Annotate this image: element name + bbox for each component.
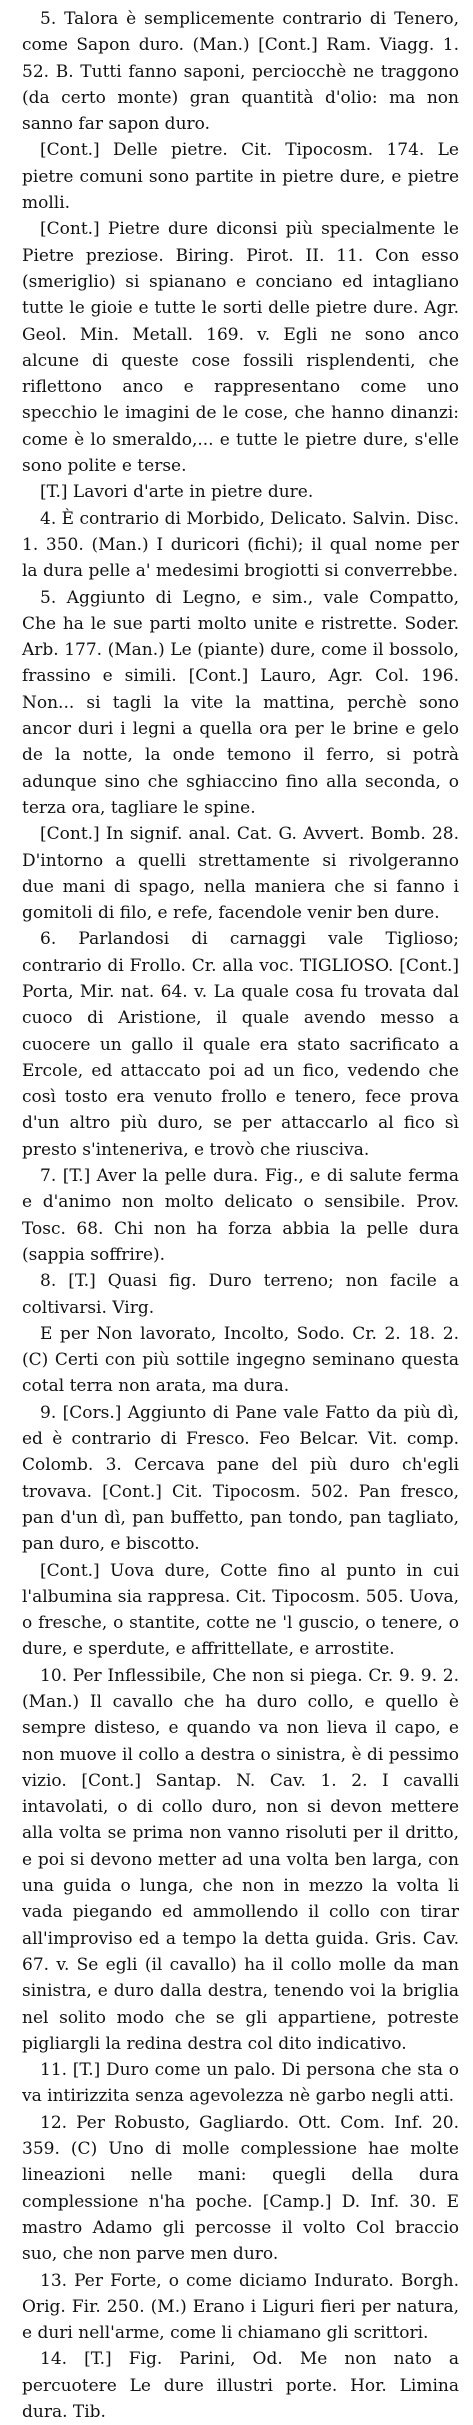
entry-sense-8: 8. [T.] Quasi fig. Duro terreno; non facile a coltivarsi. Virg.	[22, 1271, 459, 1318]
entry-sense-5-wood: 5. Aggiunto di Legno, e sim., vale Compatto, Che ha le sue parti molto unite e ristrette. Soder. Arb. 177. (Man.) Le (piante) dure, come il bossolo, frassino e simili. [Cont.] Lauro, Agr. Col. 196. Non... si tagli la vite la mattina, perchè sono ancor duri i legni a quella ora per le brine e gelo de la notte, la onde temono il ferro, si potrà adunque sino che sghiaccino fino alla seconda, o terza ora, tagliare le spine.	[22, 587, 459, 818]
entry-hard-stones: [Cont.] Pietre dure diconsi più specialmente le Pietre preziose. Biring. Pirot. II. 11. Con esso (smeriglio) si spianano e conciano ed intagliano tutte le gioie e tutte le sorti delle pietre dure. Agr. Geol. Min. Metall. 169. v. Egli ne sono anco alcune di queste cose fossili risplendenti, che riflettono anco e rappresentano come uno specchio le imagini de le cose, che hanno dinanzi: come è lo smeraldo,... e tutte le pietre dure, s'elle sono polite e terse.	[22, 219, 459, 477]
entry-analogous-sense: [Cont.] In signif. anal. Cat. G. Avvert. Bomb. 28. D'intorno a quelli strettamente si rivolgeranno due mani di spago, nella maniera che si fanno i gomitoli di filo, e refe, facendole venir ben dure.	[22, 824, 459, 924]
entry-sense-11: 11. [T.] Duro come un palo. Di persona che sta o va intirizzita senza agevolezza nè garbo negli atti.	[22, 2060, 459, 2107]
entry-sense-7: 7. [T.] Aver la pelle dura. Fig., e di salute ferma e d'animo non molto delicato o sensibile. Prov. Tosc. 68. Chi non ha forza abbia la pelle dura (sappia soffrire).	[22, 1166, 459, 1265]
entry-stones: [Cont.] Delle pietre. Cit. Tipocosm. 174. Le pietre comuni sono partite in pietre dure, e pietre molli.	[22, 140, 459, 214]
entry-sense-10: 10. Per Inflessibile, Che non si piega. Cr. 9. 9. 2. (Man.) Il cavallo che ha duro collo, e quello è sempre disteso, e quando va non lieva il capo, e non muove il collo a destra o sinistra, è di pessimo vizio. [Cont.] Santap. N. Cav. 1. 2. I cavalli intavolati, o di collo duro, non si devon mettere alla volta se prima non vanno risoluti per il dritto, e poi si devono metter ad una volta ben larga, con una guida o lunga, che non in mezzo la volta li vada piegando ed ammollendo il collo con tirar all'improviso ed a tempo la detta guida. Gris. Cav. 67. v. Se egli (il cavallo) ha il collo molle da man sinistra, e duro dalla destra, tenendo voi la briglia nel solito modo che se gli appartiene, potreste pigliargli la redina destra col dito indicativo.	[22, 1665, 459, 2054]
entry-sense-5-soap: 5. Talora è semplicemente contrario di Tenero, come Sapon duro. (Man.) [Cont.] Ram. Viagg. 1. 52. B. Tutti fanno saponi, perciocchè ne traggono (da certo monte) gran quantità d'olio: ma non sanno far sapon duro.	[22, 9, 459, 135]
entry-sense-12: 12. Per Robusto, Gagliardo. Ott. Com. Inf. 20. 359. (C) Uno di molle complessione hae molte lineazioni nelle mani: quegli della dura complessione n'ha poche. [Camp.] D. Inf. 30. E mastro Adamo gli percosse il volto Col braccio suo, che non parve men duro.	[22, 2112, 459, 2265]
entry-sense-6: 6. Parlandosi di carnaggi vale Tiglioso; contrario di Frollo. Cr. alla voc. TIGLIOSO. [Cont.] Porta, Mir. nat. 64. v. La quale cosa fu trovata dal cuoco di Aristione, il quale avendo messo a cuocere un gallo il quale era stato sacrificato a Ercole, ed attaccato poi ad un fico, vedendo che così tosto era venuto frollo e tenero, fece prova d'un altro più duro, se per attaccarlo al fico sì presto s'inteneriva, e trovò che riusciva.	[22, 929, 459, 1160]
entry-hard-stone-works: [T.] Lavori d'arte in pietre dure.	[40, 482, 314, 503]
entry-sense-4: 4. È contrario di Morbido, Delicato. Salvin. Disc. 1. 350. (Man.) I duricori (fichi); il qual nome per la dura pelle a' medesimi brogiotti si converrebbe.	[22, 508, 459, 582]
entry-sense-8-uncultivated: E per Non lavorato, Incolto, Sodo. Cr. 2. 18. 2. (C) Certi con più sottile ingegno seminano questa cotal terra non arata, ma dura.	[22, 1323, 459, 1397]
entry-sense-9: 9. [Cors.] Aggiunto di Pane vale Fatto da più dì, ed è contrario di Fresco. Feo Belcar. Vit. comp. Colomb. 3. Cercava pane del più duro ch'egli trovava. [Cont.] Cit. Tipocosm. 502. Pan fresco, pan d'un dì, pan buffetto, pan tondo, pan tagliato, pan duro, e biscotto.	[22, 1402, 459, 1555]
entry-hard-eggs: [Cont.] Uova dure, Cotte fino al punto in cui l'albumina sia rappresa. Cit. Tipocosm. 505. Uova, o fresche, o stantite, cotte ne 'l guscio, o tenere, o dure, e sperdute, e affrittellate, e arrostite.	[22, 1560, 459, 1660]
entry-sense-13: 13. Per Forte, o come diciamo Indurato. Borgh. Orig. Fir. 250. (M.) Erano i Liguri fieri per natura, e duri nell'arme, come li chiamano gli scrittori.	[22, 2270, 459, 2344]
entry-sense-14: 14. [T.] Fig. Parini, Od. Me non nato a percuotere Le dure illustri porte. Hor. Limina dura. Tib.	[22, 2349, 459, 2423]
